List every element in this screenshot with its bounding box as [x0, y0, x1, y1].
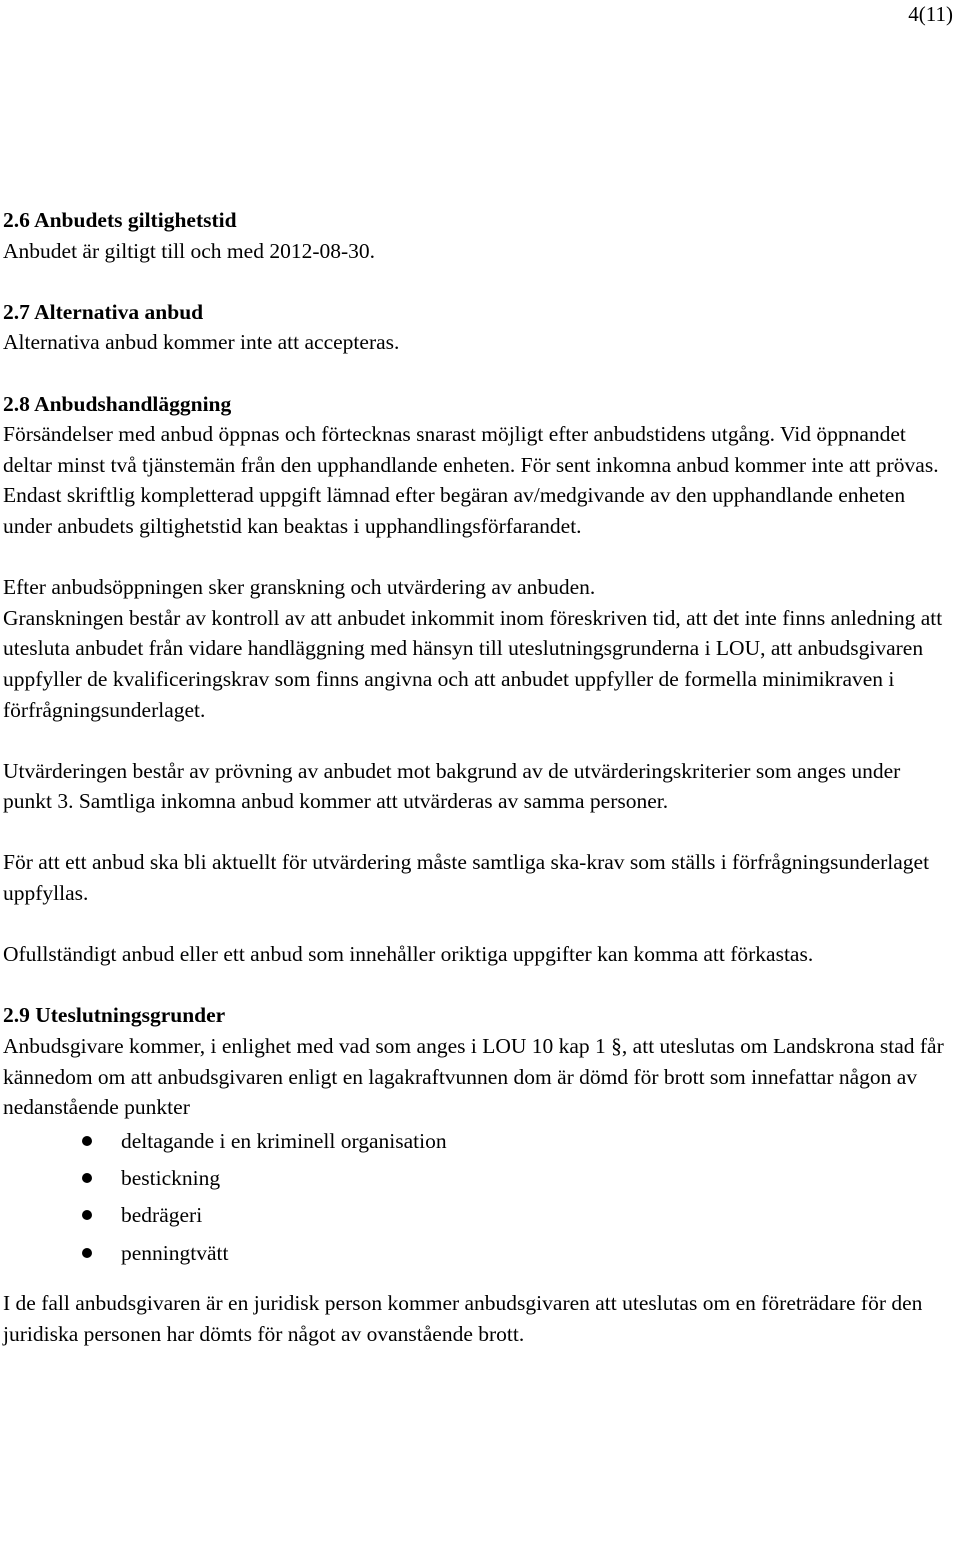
- list-item: [3, 1197, 953, 1234]
- list-item-text: penningtvätt: [121, 1240, 229, 1265]
- paragraph: Granskningen består av kontroll av att anbudet inkommit inom föreskriven tid, att det inte finns anledning att utesluta anbudet från vidare handläggning med hänsyn till uteslutningsgrunderna i LOU, att anbudsgivaren uppfyller de kvalificeringskrav som finns angivna och att anbudet uppfyller de formella minimikraven i förfrågningsunderlaget.: [3, 605, 943, 722]
- paragraph: Efter anbudsöppningen sker granskning och utvärdering av anbuden.: [3, 575, 596, 600]
- list-item-text: bestickning: [121, 1166, 221, 1191]
- section-heading: 2.7 Alternativa anbud: [3, 299, 204, 324]
- bullet-icon: [82, 1173, 92, 1183]
- section-heading: 2.8 Anbudshandläggning: [3, 391, 232, 416]
- list-item-text: deltagande i en kriminell organisation: [121, 1128, 447, 1153]
- list-item-text: bedrägeri: [121, 1203, 203, 1228]
- bullet-icon: [82, 1248, 92, 1258]
- section-text: Alternativa anbud kommer inte att accepteras.: [3, 330, 400, 355]
- list-item: [3, 1123, 953, 1160]
- list-item: [3, 1235, 953, 1272]
- section-2-6: [3, 205, 953, 266]
- section-heading: 2.9 Uteslutningsgrunder: [3, 1003, 226, 1028]
- paragraph: Ofullständigt anbud eller ett anbud som innehåller oriktiga uppgifter kan komma att förkastas.: [3, 942, 814, 967]
- paragraph: I de fall anbudsgivaren är en juridisk person kommer anbudsgivaren att uteslutas om en företrädare för den juridiska personen har dömts för något av ovanstående brott.: [3, 1291, 923, 1346]
- section-2-9: [3, 1000, 953, 1349]
- section-2-7: [3, 297, 953, 358]
- section-text: Anbudet är giltigt till och med 2012-08-30.: [3, 238, 376, 263]
- paragraph: Utvärderingen består av prövning av anbudet mot bakgrund av de utvärderingskriterier som anges under punkt 3. Samtliga inkomna anbud kommer att utvärderas av samma personer.: [3, 758, 901, 814]
- page-number: 4(11): [908, 2, 953, 26]
- document-body: [3, 205, 953, 1349]
- bullet-icon: [82, 1136, 92, 1146]
- paragraph: Försändelser med anbud öppnas och förtecknas snarast möjligt efter anbudstidens utgång. Vid öppnandet deltar minst två tjänstemän från den upphandlande enheten. För sent inkomna anbud kommer inte att prövas. Endast skriftlig kompletterad uppgift lämnad efter begäran av/medgivande av den upphandlande enheten under anbudets giltighetstid kan beaktas i upphandlingsförfarandet.: [3, 422, 939, 538]
- list-item: [3, 1160, 953, 1197]
- section-heading: 2.6 Anbudets giltighetstid: [3, 208, 237, 232]
- section-2-8: [3, 389, 953, 970]
- paragraph: Anbudsgivare kommer, i enlighet med vad som anges i LOU 10 kap 1 §, att uteslutas om Landskrona stad får kännedom om att anbudsgivaren enligt en lagakraftvunnen dom är dömd för brott som innefattar någon av nedanstående punkter: [3, 1034, 944, 1120]
- bullet-list: [3, 1123, 953, 1272]
- bullet-icon: [82, 1210, 92, 1220]
- paragraph: För att ett anbud ska bli aktuellt för utvärdering måste samtliga ska-krav som ställs i förfrågningsunderlaget uppfyllas.: [3, 850, 930, 906]
